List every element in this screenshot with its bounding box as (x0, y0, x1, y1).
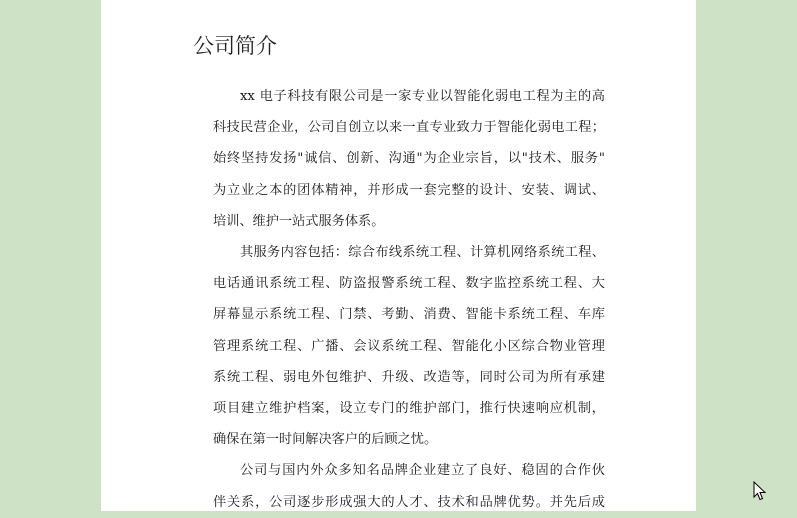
text-line: 科技民营企业，公司自创立以来一直专业致力于智能化弱电工程； (213, 120, 605, 136)
text-line: 培训、维护一站式服务体系。 (213, 213, 385, 229)
text-line: xx 电子科技有限公司是一家专业以智能化弱电工程为主的高 (240, 89, 605, 104)
page-title: 公司简介 (193, 34, 277, 58)
paragraph-1 (213, 81, 605, 237)
paragraph-3 (213, 455, 605, 517)
text-line: 电话通讯系统工程、防盗报警系统工程、数字监控系统工程、大 (213, 276, 605, 292)
text-line: 为立业之本的团体精神，并形成一套完整的设计、安装、调试、 (213, 182, 605, 198)
text-line: 始终坚持发扬"诚信、创新、沟通"为企业宗旨，以"技术、服务" (213, 151, 605, 167)
text-line: 管理系统工程、广播、会议系统工程、智能化小区综合物业管理 (213, 338, 605, 354)
paragraph-2 (213, 237, 605, 455)
document-page (101, 0, 696, 511)
arrow-pointer-icon (753, 481, 767, 501)
text-line: 伴关系，公司逐步形成强大的人才、技术和品牌优势。并先后成 (213, 494, 605, 510)
text-line: 屏幕显示系统工程、门禁、考勤、消费、智能卡系统工程、车库 (213, 307, 605, 323)
document-body (213, 81, 605, 518)
text-line: 确保在第一时间解决客户的后顾之忧。 (213, 432, 438, 448)
text-line: 项目建立维护档案，设立专门的维护部门，推行快速响应机制， (213, 401, 605, 417)
text-line: 其服务内容包括：综合布线系统工程、计算机网络系统工程、 (240, 245, 605, 261)
text-line: 公司与国内外众多知名品牌企业建立了良好、稳固的合作伙 (240, 463, 605, 479)
text-line: 系统工程、弱电外包维护、升级、改造等，同时公司为所有承建 (213, 369, 605, 385)
